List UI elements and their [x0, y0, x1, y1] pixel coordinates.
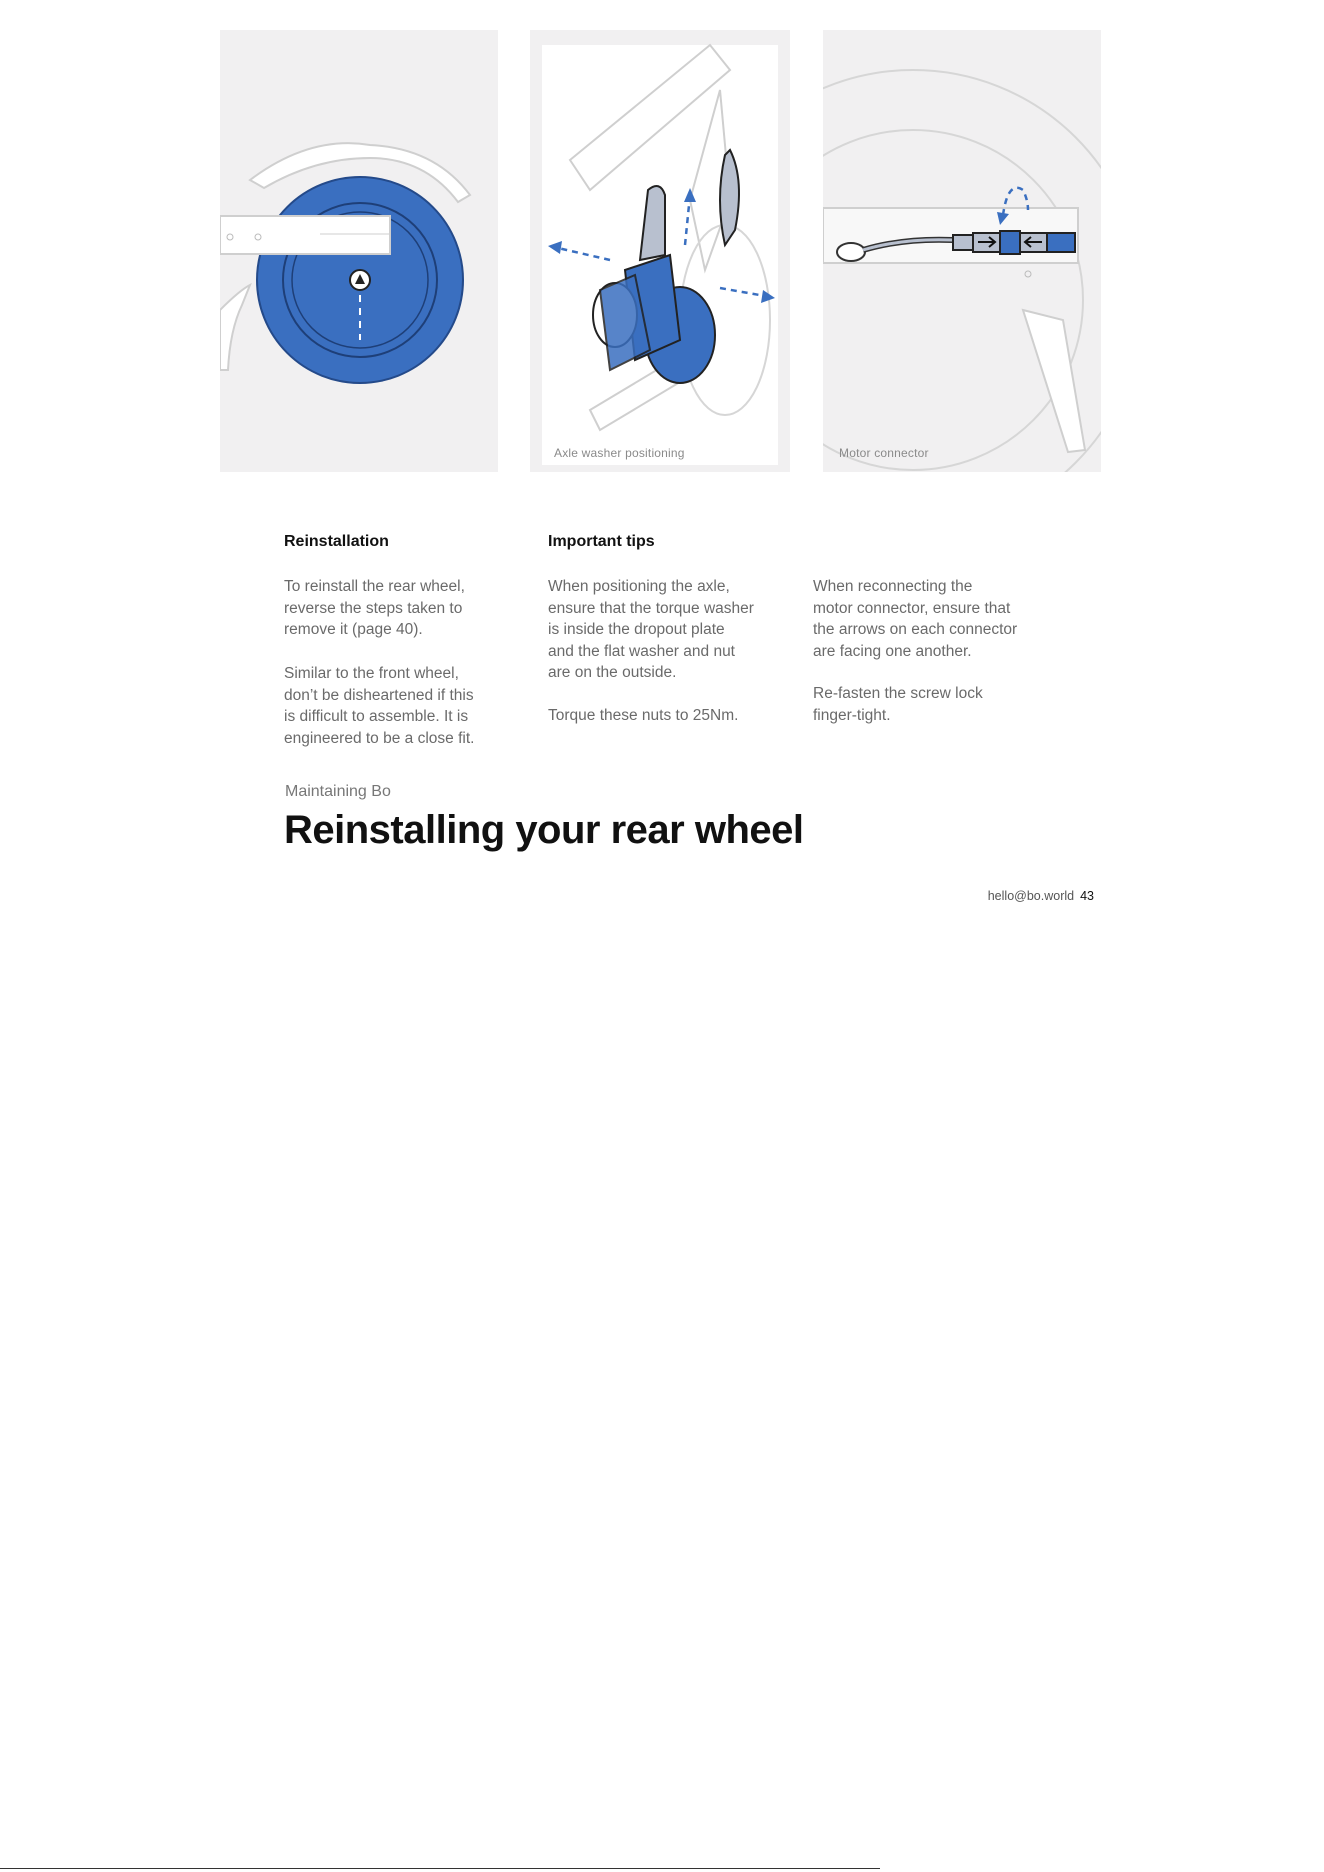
page-footer — [988, 889, 1094, 903]
text-line: are on the outside. — [548, 664, 677, 681]
figure-caption: Motor connector — [839, 446, 929, 460]
column-paragraph — [284, 663, 534, 749]
contact-email[interactable]: hello@bo.world — [987, 889, 1075, 903]
column-paragraph — [548, 576, 798, 684]
column-paragraph — [548, 705, 798, 727]
text-line: don’t be disheartened if this — [284, 686, 474, 704]
column-heading: Important tips — [548, 533, 655, 550]
text-line: Re-fasten the screw lock — [813, 685, 983, 702]
text-line: Similar to the front wheel, — [284, 665, 459, 682]
figure-caption: Axle washer positioning — [554, 446, 685, 460]
page-title: Reinstalling your rear wheel — [284, 808, 804, 852]
text-line: the arrows on each connector — [813, 621, 1018, 638]
text-line: is difficult to assemble. It is — [284, 708, 469, 725]
axle-washer-illustration — [530, 30, 790, 472]
text-line: reverse the steps taken to — [284, 599, 463, 617]
text-line: remove it (page 40). — [284, 621, 423, 638]
column-heading: Reinstallation — [284, 533, 389, 550]
column-paragraph — [813, 576, 1083, 662]
figure-rear-wheel — [220, 30, 498, 472]
figure-motor-connector — [823, 30, 1101, 472]
column-paragraph — [813, 683, 1063, 726]
text-line: motor connector, ensure that — [813, 599, 1011, 617]
text-line: and the flat washer and nut — [548, 642, 735, 660]
page-number: 43 — [1080, 889, 1094, 903]
rear-wheel-illustration — [220, 30, 498, 472]
text-line: is inside the dropout plate — [548, 621, 725, 638]
motor-connector-illustration — [823, 30, 1101, 472]
figure-axle-washer — [530, 30, 790, 472]
text-line: finger-tight. — [813, 706, 891, 724]
column-paragraph — [284, 576, 534, 641]
section-label: Maintaining Bo — [285, 783, 391, 800]
text-line: When positioning the axle, — [548, 578, 730, 595]
text-line: are facing one another. — [813, 642, 972, 660]
text-line: When reconnecting the — [813, 578, 973, 595]
text-line: ensure that the torque washer — [548, 599, 754, 617]
text-line: engineered to be a close fit. — [284, 729, 475, 747]
text-line: Torque these nuts to 25Nm. — [548, 707, 739, 724]
text-line: To reinstall the rear wheel, — [284, 578, 465, 595]
bottom-divider — [0, 1868, 880, 1869]
